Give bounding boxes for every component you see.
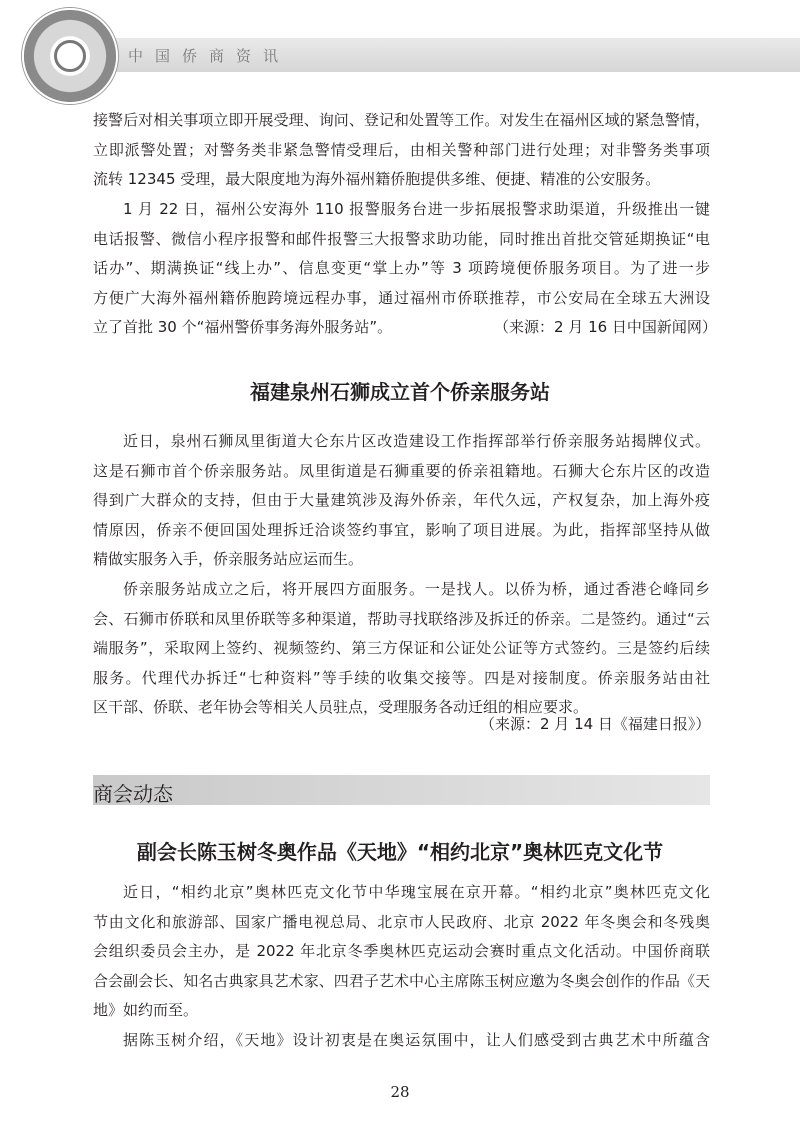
article2-paragraph-2: 侨亲服务站成立之后，将开展四方面服务。一是找人。以侨为桥，通过香港仑峰同乡 会、石狮市侨联和凤里侨联等多种渠道，帮助寻找联络涉及拆迁的侨亲。二是签约。通过“云 端服务”，采取网上签约、视频签约、第三方保证和公证处公证等方式签约。三是签约后续 服务。代理代办拆迁“七种资料”等手续的收集交接等。四是对接制度。侨亲服务站由社 区干部、侨联、老年协会等相关人员驻点，受理服务各动迁组的相应要求。 (93, 580, 710, 717)
publication-logo (22, 8, 118, 104)
page-number: 28 (390, 1083, 410, 1101)
article1-paragraph-2: 1 月 22 日，福州公安海外 110 报警服务台进一步拓展报警求助渠道，升级推出一键 电话报警、微信小程序报警和邮件报警三大报警求助功能，同时推出首批交管延期换证“电 话办”、期满换证“线上办”、信息变更“掌上办”等 3 项跨境便侨服务项目。为了进一步 方便广大海外福州籍侨胞跨境远程办事，通过福州市侨联推荐，市公安局在全球五大洲设 立了首批 30 个“福州警侨事务海外服务站”。 (93, 200, 710, 337)
article3-title: 副会长陈玉树冬奥作品《天地》“相约北京”奥林匹克文化节 (136, 840, 664, 864)
section-band (93, 775, 710, 805)
section-label: 商会动态 (93, 782, 173, 806)
article2-source: （来源：2 月 14 日《福建日报》） (480, 715, 711, 733)
article2-title: 福建泉州石狮成立首个侨亲服务站 (250, 380, 550, 404)
article3-paragraph-2: 据陈玉树介绍，《天地》设计初衷是在奥运氛围中，让人们感受到古典艺术中所蕴含 (123, 1031, 710, 1049)
header-title: 中国侨商资讯 (128, 47, 291, 65)
article1-paragraph-1: 接警后对相关事项立即开展受理、询问、登记和处置等工作。对发生在福州区域的紧急警情， 立即派警处置；对警务类非紧急警情受理后，由相关警种部门进行处理；对非警务类事项 流转 12345 受理，最大限度地为海外福州籍侨胞提供多维、便捷、精准的公安服务。 (93, 111, 710, 189)
article3-paragraph-1: 近日，“相约北京”奥林匹克文化节中华瑰宝展在京开幕。“相约北京”奥林匹克文化 节由文化和旅游部、国家广播电视总局、北京市人民政府、北京 2022 年冬奥会和冬残奥 会组织委员会主办，是 2022 年北京冬季奥林匹克运动会赛时重点文化活动。中国侨商联 合会副会长、知名古典家具艺术家、四君子艺术中心主席陈玉树应邀为冬奥会创作的作品《天 地》如约而至。 (93, 883, 710, 1020)
logo-emblem-icon (54, 40, 86, 72)
article1-source: （来源：2 月 16 日中国新闻网） (494, 318, 717, 336)
article2-paragraph-1: 近日，泉州石狮凤里街道大仑东片区改造建设工作指挥部举行侨亲服务站揭牌仪式。 这是石狮市首个侨亲服务站。凤里街道是石狮重要的侨亲祖籍地。石狮大仑东片区的改造 得到广大群众的支持，但由于大量建筑涉及海外侨亲，年代久远，产权复杂，加上海外疫 情原因，侨亲不便回国处理拆迁洽谈签约事宜，影响了项目进展。为此，指挥部坚持从做 精做实服务入手，侨亲服务站应运而生。 (93, 432, 710, 569)
